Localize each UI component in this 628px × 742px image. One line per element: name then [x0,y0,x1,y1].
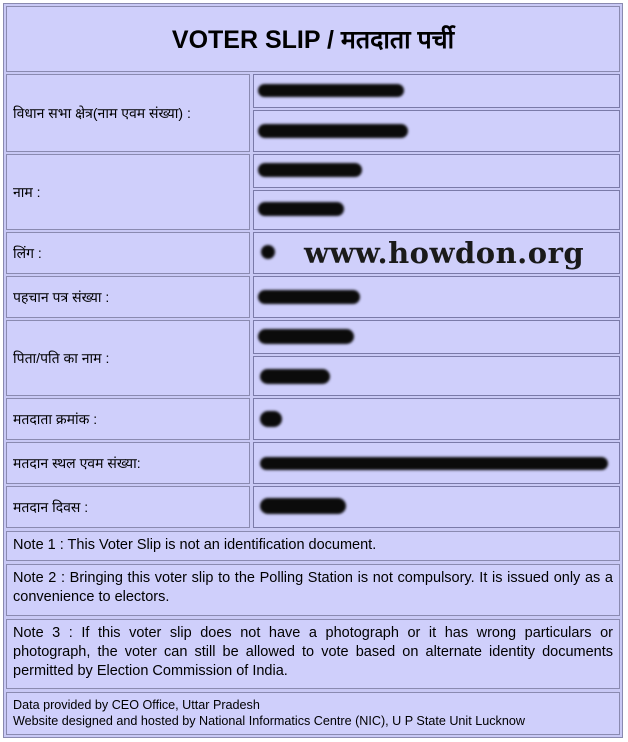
constituency-number-value [253,110,620,152]
constituency-name-value [253,74,620,108]
redaction-mark [260,498,346,514]
polling-date-value [253,486,620,528]
father-husband-name-label: पिता/पति का नाम : [6,320,250,396]
note-1: Note 1 : This Voter Slip is not an identification document. [6,531,620,561]
name-label: नाम : [6,154,250,230]
slip-title: VOTER SLIP / मतदाता पर्ची [6,6,620,72]
gender-value [253,232,620,274]
gender-label: लिंग : [6,232,250,274]
father-husband-name-value-1 [253,320,620,354]
note-2: Note 2 : Bringing this voter slip to the Polling Station is not compulsory. It is issued only as a convenience to electors. [6,564,620,616]
redaction-mark [258,163,362,177]
name-value-2 [253,190,620,230]
constituency-label: विधान सभा क्षेत्र(नाम एवम संख्या) : [6,74,250,152]
website-watermark: www.howdon.org [304,236,585,270]
father-husband-name-value-2 [253,356,620,396]
redaction-mark [258,290,360,304]
redaction-mark [260,411,282,427]
redaction-mark [258,84,404,97]
serial-number-label: मतदाता क्रमांक : [6,398,250,440]
name-value-1 [253,154,620,188]
redaction-mark [260,369,330,384]
redaction-mark [261,245,275,259]
voter-slip [3,3,623,738]
footer [6,692,620,735]
id-number-value [253,276,620,318]
redaction-mark [258,202,344,216]
polling-date-label: मतदान दिवस : [6,486,250,528]
serial-number-value [253,398,620,440]
redaction-mark [260,457,608,470]
redaction-mark [258,329,354,344]
polling-station-label: मतदान स्थल एवम संख्या: [6,442,250,484]
id-number-label: पहचान पत्र संख्या : [6,276,250,318]
redaction-mark [258,124,408,138]
footer-hosting-credit: Website designed and hosted by National Informatics Centre (NIC), U P State Unit Lucknow [13,714,525,728]
polling-station-value [253,442,620,484]
footer-data-source: Data provided by CEO Office, Uttar Pradesh [13,698,260,712]
note-3: Note 3 : If this voter slip does not have a photograph or it has wrong particulars or photograph, the voter can still be allowed to vote based on alternate identity documents permitted by Election Commission of India. [6,619,620,689]
